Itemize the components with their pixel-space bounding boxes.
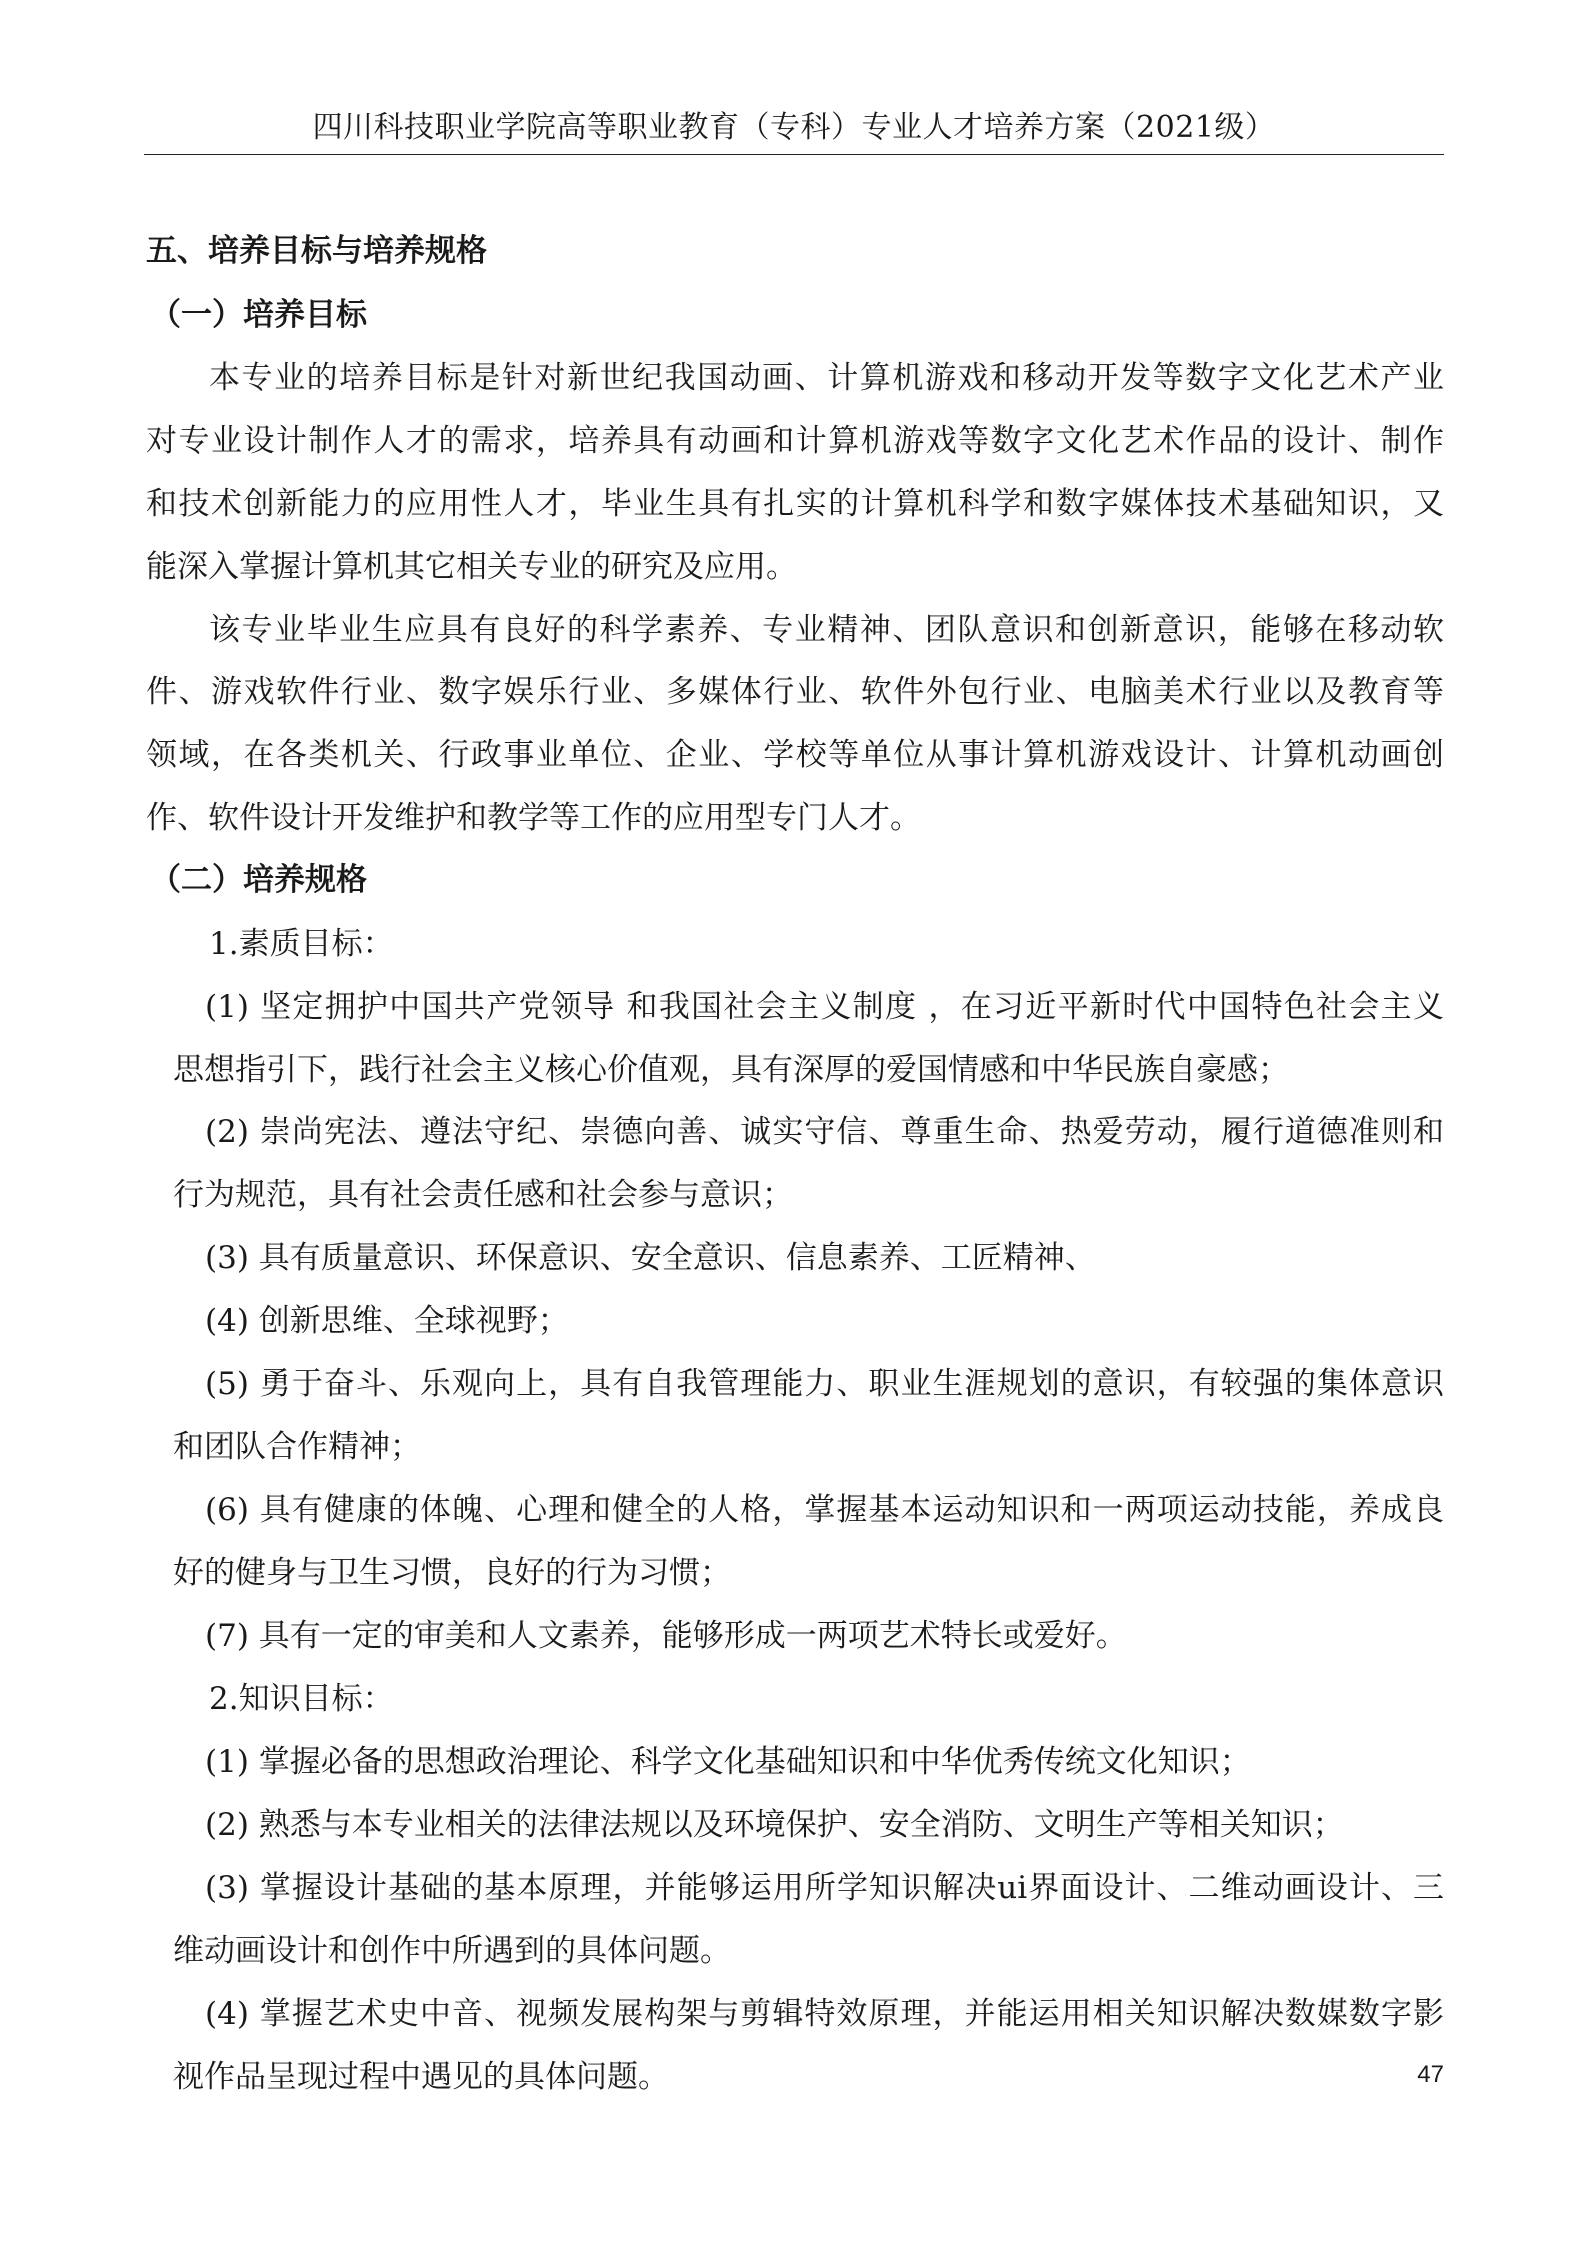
- quality-heading: 1.素质目标：: [209, 926, 394, 962]
- paragraph-line: 作、软件设计开发维护和教学等工作的应用型专门人才。: [146, 800, 921, 836]
- quality-item-line: (6) 具有健康的体魄、心理和健全的人格，掌握基本运动知识和一两项运动技能，养成良: [205, 1492, 1444, 1528]
- paragraph-line: 领域，在各类机关、行政事业单位、企业、学校等单位从事计算机游戏设计、计算机动画创: [146, 737, 1444, 773]
- quality-item-line: (1) 坚定拥护中国共产党领导 和我国社会主义制度 ，在习近平新时代中国特色社会主义: [205, 989, 1444, 1025]
- subsection-heading-goal: （一）培养目标: [150, 297, 367, 333]
- paragraph-line: 该专业毕业生应具有良好的科学素养、专业精神、团队意识和创新意识，能够在移动软: [209, 612, 1444, 648]
- quality-item-line: (7) 具有一定的审美和人文素养，能够形成一两项艺术特长或爱好。: [205, 1618, 1127, 1654]
- quality-item-line: (5) 勇于奋斗、乐观向上，具有自我管理能力、职业生涯规划的意识，有较强的集体意识: [205, 1366, 1444, 1402]
- paragraph-line: 件、游戏软件行业、数字娱乐行业、多媒体行业、软件外包行业、电脑美术行业以及教育等: [146, 674, 1444, 710]
- knowledge-heading: 2.知识目标：: [209, 1681, 394, 1717]
- knowledge-item-line: (3) 掌握设计基础的基本原理，并能够运用所学知识解决ui界面设计、二维动画设计、三: [205, 1870, 1444, 1906]
- quality-item-line: 好的健身与卫生习惯，良好的行为习惯；: [173, 1555, 731, 1591]
- header-rule: [144, 154, 1444, 155]
- quality-item-line: (4) 创新思维、全球视野；: [205, 1303, 569, 1339]
- page-number: 47: [1417, 2061, 1444, 2088]
- paragraph-line: 对专业设计制作人才的需求，培养具有动画和计算机游戏等数字文化艺术作品的设计、制作: [146, 423, 1444, 459]
- knowledge-item-line: (4) 掌握艺术史中音、视频发展构架与剪辑特效原理，并能运用相关知识解决数媒数字影: [205, 1996, 1444, 2032]
- paragraph-line: 能深入掌握计算机其它相关专业的研究及应用。: [146, 549, 797, 585]
- paragraph-line: 和技术创新能力的应用性人才，毕业生具有扎实的计算机科学和数字媒体技术基础知识，又: [146, 486, 1444, 522]
- page-header: 四川科技职业学院高等职业教育（专科）专业人才培养方案（2021级）: [312, 110, 1276, 145]
- knowledge-item-line: 视作品呈现过程中遇见的具体问题。: [173, 2059, 669, 2095]
- subsection-heading-spec: （二）培养规格: [150, 862, 367, 898]
- quality-item-line: 行为规范，具有社会责任感和社会参与意识；: [173, 1177, 793, 1213]
- knowledge-item-line: (2) 熟悉与本专业相关的法律法规以及环境保护、安全消防、文明生产等相关知识；: [205, 1807, 1344, 1843]
- quality-item-line: 思想指引下，践行社会主义核心价值观，具有深厚的爱国情感和中华民族自豪感；: [173, 1052, 1289, 1088]
- quality-item-line: (3) 具有质量意识、环保意识、安全意识、信息素养、工匠精神、: [205, 1240, 1096, 1276]
- paragraph-line: 本专业的培养目标是针对新世纪我国动画、计算机游戏和移动开发等数字文化艺术产业: [209, 360, 1444, 396]
- section-title: 五、培养目标与培养规格: [146, 233, 487, 269]
- knowledge-item-line: 维动画设计和创作中所遇到的具体问题。: [173, 1933, 731, 1969]
- quality-item-line: 和团队合作精神；: [173, 1429, 421, 1465]
- quality-item-line: (2) 崇尚宪法、遵法守纪、崇德向善、诚实守信、尊重生命、热爱劳动，履行道德准则和: [205, 1114, 1444, 1150]
- knowledge-item-line: (1) 掌握必备的思想政治理论、科学文化基础知识和中华优秀传统文化知识；: [205, 1744, 1251, 1780]
